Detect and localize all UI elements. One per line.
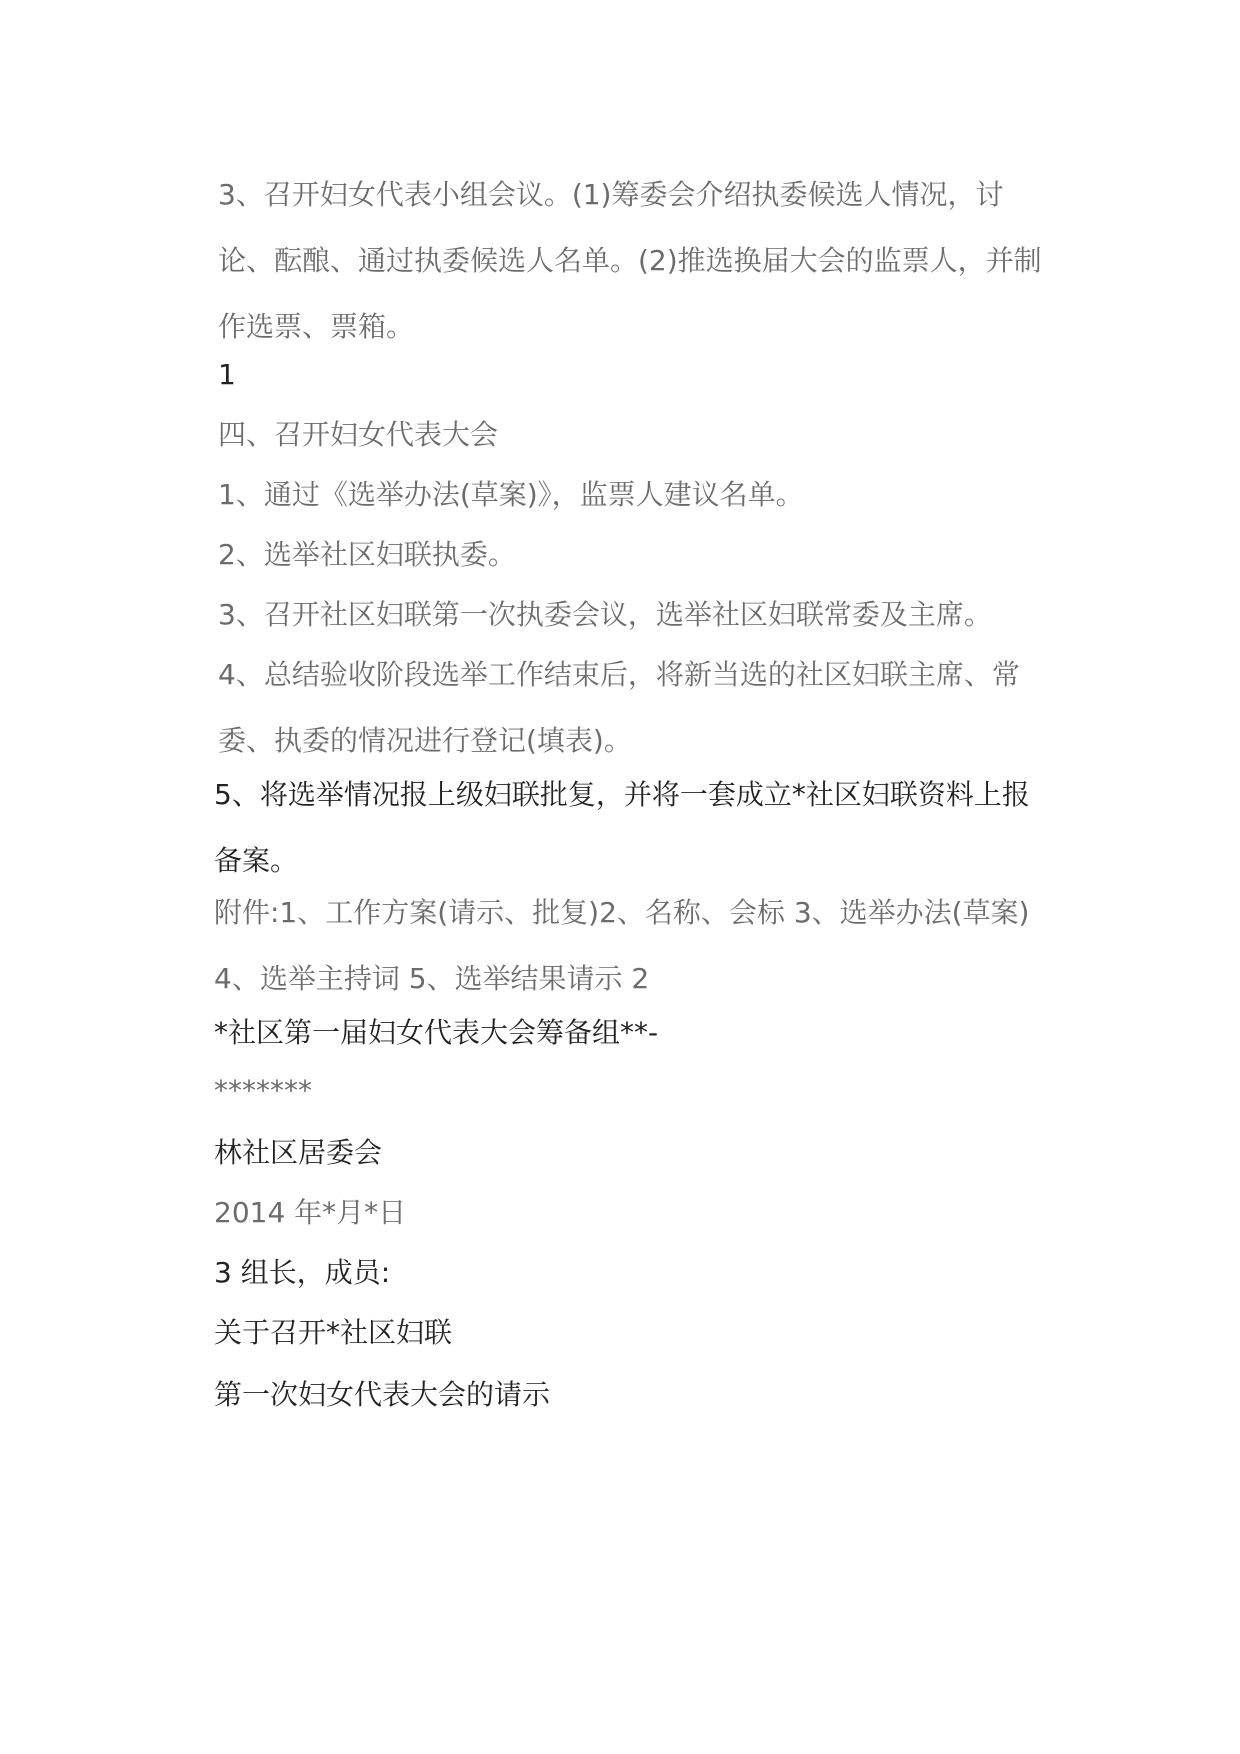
list-item-3: 3、召开社区妇联第一次执委会议，选举社区妇联常委及主席。 bbox=[218, 598, 992, 631]
list-item-1: 1、通过《选举办法(草案)》，监票人建议名单。 bbox=[218, 478, 804, 511]
list-item-5: 5、将选举情况报上级妇联批复，并将一套成立*社区妇联资料上报备案。 bbox=[214, 778, 1030, 877]
committee-name: 林社区居委会 bbox=[214, 1136, 383, 1169]
section-heading-four: 四、召开妇女代表大会 bbox=[218, 418, 499, 451]
members-line: 3 组长，成员: bbox=[214, 1256, 391, 1289]
prep-group-line: *社区第一届妇女代表大会筹备组**- bbox=[214, 1016, 659, 1049]
list-item-4: 4、总结验收阶段选举工作结束后，将新当选的社区妇联主席、常委、执委的情况进行登记(填表)。 bbox=[218, 658, 1020, 757]
date-line: 2014 年*月*日 bbox=[214, 1196, 407, 1229]
request-title-line-2: 第一次妇女代表大会的请示 bbox=[214, 1378, 551, 1411]
list-item-2: 2、选举社区妇联执委。 bbox=[218, 538, 516, 571]
attachments-paragraph: 附件:1、工作方案(请示、批复)2、名称、会标 3、选举办法(草案)4、选举主持词 5、选举结果请示 2 bbox=[214, 896, 1030, 995]
page-number-1: 1 bbox=[218, 358, 236, 391]
request-title-line-1: 关于召开*社区妇联 bbox=[214, 1316, 453, 1349]
paragraph-women-group-meeting: 3、召开妇女代表小组会议。(1)筹委会介绍执委候选人情况，讨论、酝酿、通过执委候选人名单。(2)推选换届大会的监票人，并制作选票、票箱。 bbox=[218, 178, 1042, 343]
stars-line: ******* bbox=[214, 1074, 312, 1107]
